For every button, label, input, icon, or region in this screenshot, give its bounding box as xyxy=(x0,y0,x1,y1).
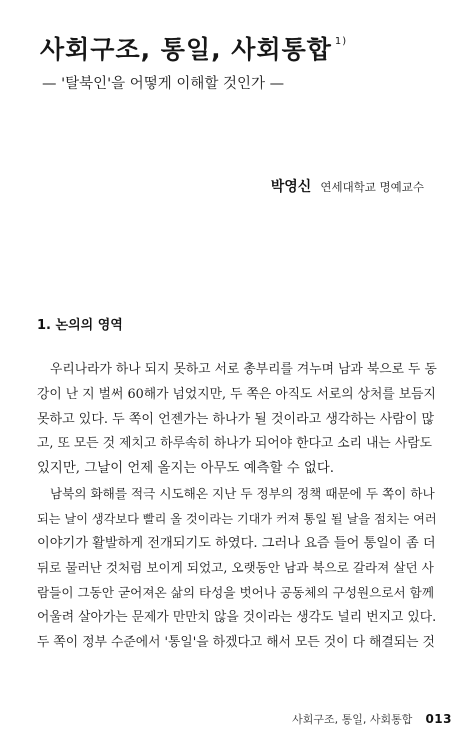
body-line: 우리나라가 하나 되지 못하고 서로 총부리를 겨누며 남과 북으로 두 동 xyxy=(50,362,437,377)
running-title: 사회구조, 통일, 사회통합 xyxy=(292,713,413,726)
section-heading: 1. 논의의 영역 xyxy=(37,318,123,333)
body-line: 뒤로 물러난 것처럼 보이게 되었고, 오랫동안 남과 북으로 갈라져 살던 사 xyxy=(37,560,434,576)
article-title xyxy=(40,30,347,66)
article-subtitle: — '탈북인'을 어떻게 이해할 것인가 — xyxy=(42,76,285,92)
body-line: 람들이 그동안 굳어져온 삶의 타성을 벗어나 공동체의 구성원으로서 함께 xyxy=(37,585,434,601)
body-line: 강이 난 지 벌써 60해가 넘었지만, 두 쪽은 아직도 서로의 상처를 보듬지 xyxy=(37,386,436,402)
body-text xyxy=(37,358,437,656)
article-title-text: 사회구조, 통일, 사회통합 xyxy=(40,35,332,64)
body-line: 고, 또 모든 것 제치고 하루속히 하나가 되어야 한다고 소리 내는 사람도 xyxy=(37,436,432,452)
body-line: 되는 날이 생각보다 빨리 올 것이라는 기대가 커져 통일 될 날을 점치는 여러 xyxy=(37,511,437,526)
footnote-mark: 1) xyxy=(334,36,348,47)
author-line xyxy=(271,176,424,196)
body-line: 두 쪽이 정부 수준에서 '통일'을 하겠다고 해서 모든 것이 다 해결되는 것 xyxy=(37,634,435,650)
author-affiliation: 연세대학교 명예교수 xyxy=(320,180,424,194)
body-line: 어울려 살아가는 문제가 만만치 않을 것이라는 생각도 널리 번지고 있다. xyxy=(37,609,437,625)
body-line: 못하고 있다. 두 쪽이 언젠가는 하나가 될 것이라고 생각하는 사람이 많 xyxy=(37,411,435,427)
page-footer xyxy=(292,708,452,727)
author-name: 박영신 xyxy=(270,179,312,195)
page-number: 013 xyxy=(425,712,452,726)
body-line: 이야기가 활발하게 전개되기도 하였다. 그러나 요즘 들어 통일이 좀 더 xyxy=(37,535,436,551)
body-line: 있지만, 그날이 언제 올지는 아무도 예측할 수 없다. xyxy=(37,461,335,477)
body-line: 남북의 화해를 적극 시도해온 지난 두 정부의 정책 때문에 두 쪽이 하나 xyxy=(50,485,435,501)
